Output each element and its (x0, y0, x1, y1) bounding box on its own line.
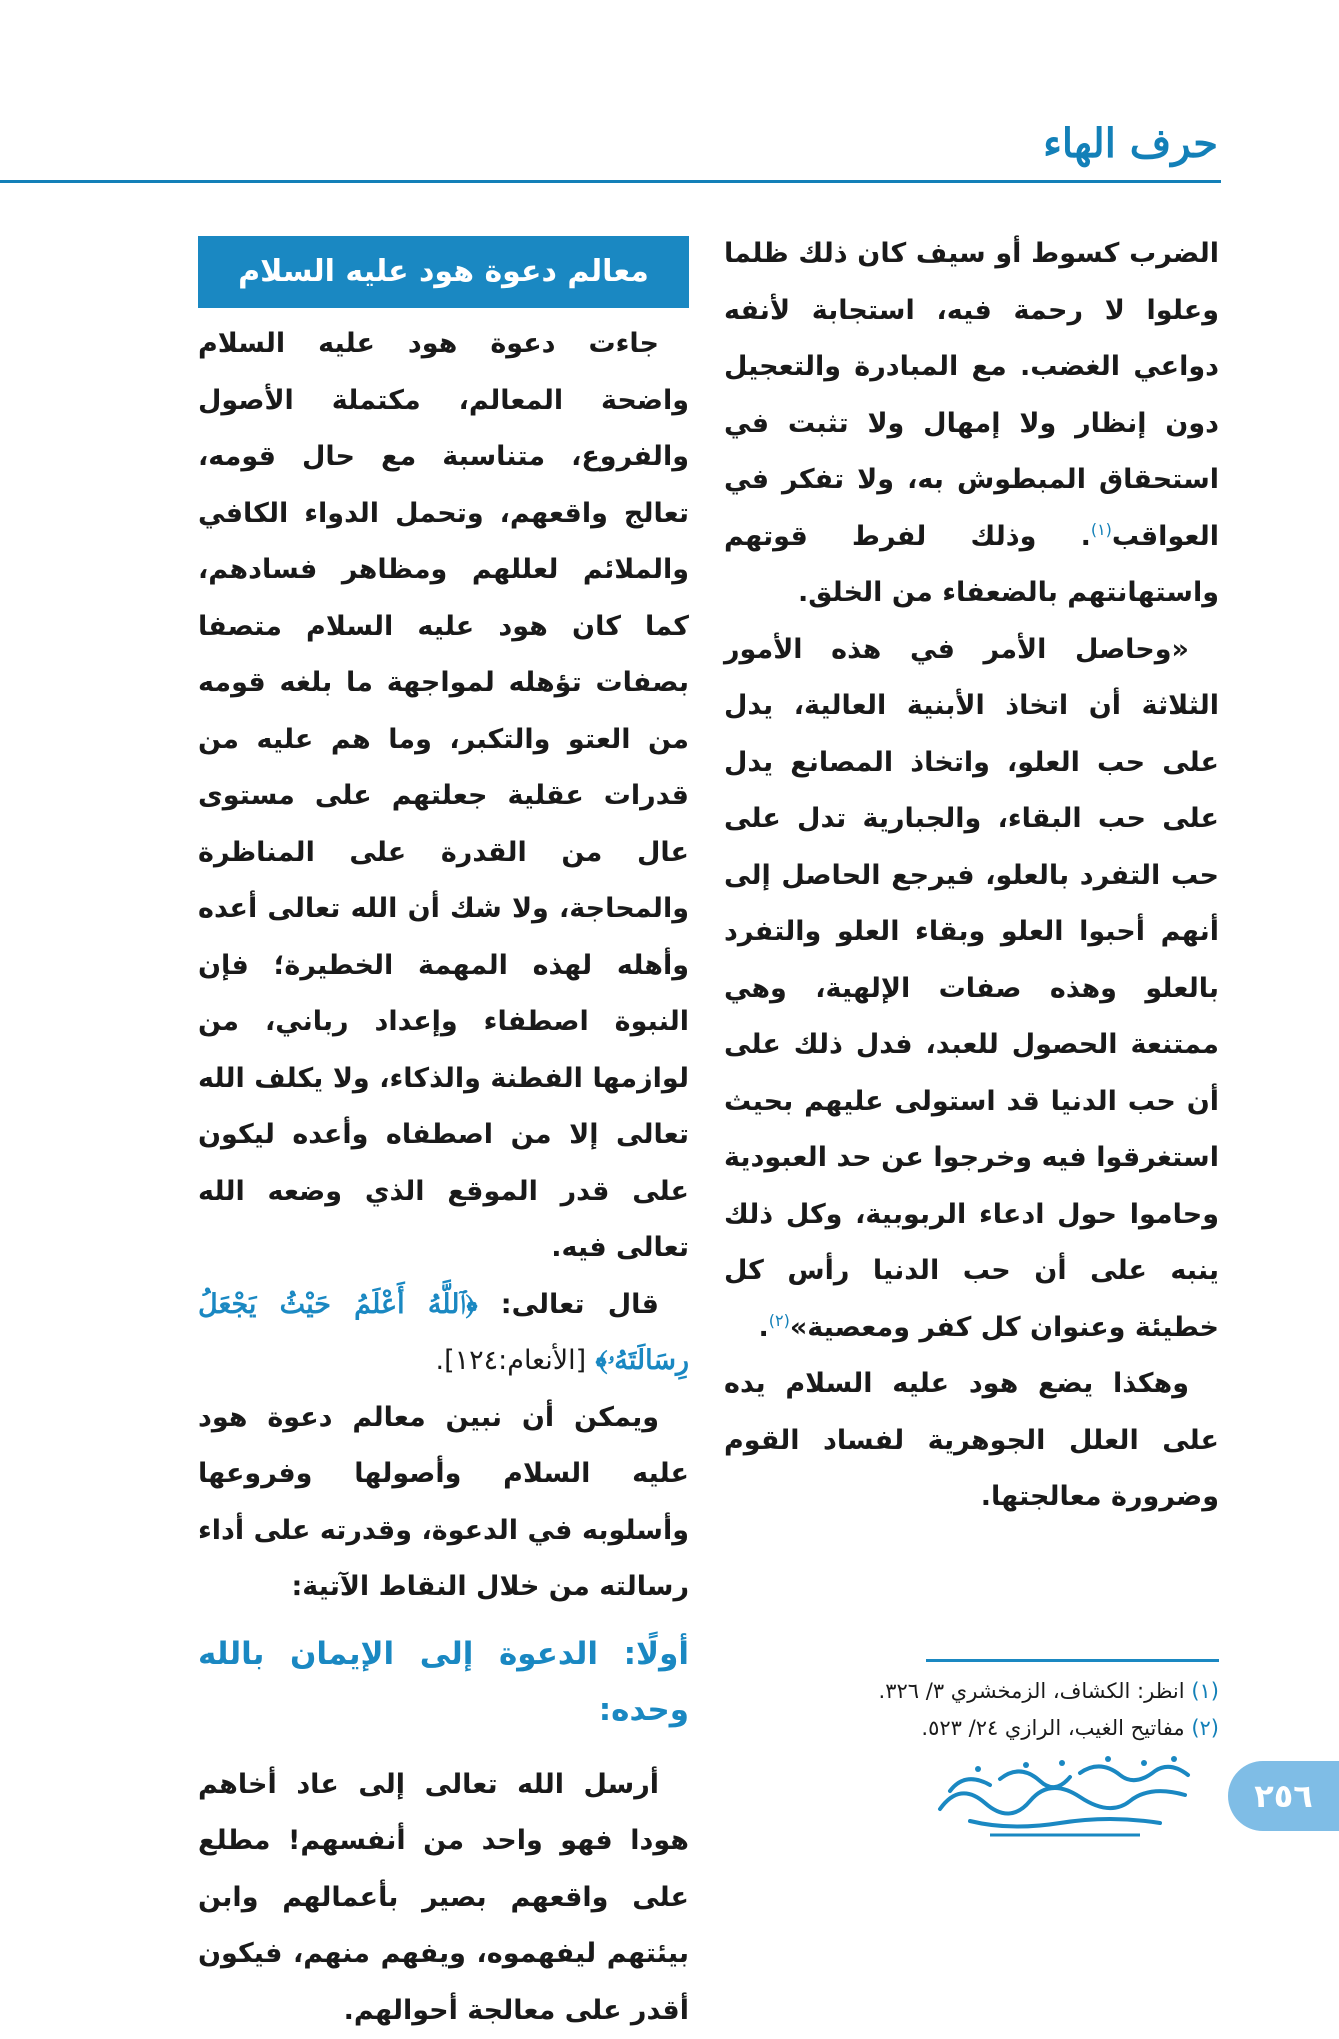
left-column (198, 236, 689, 2039)
footnote-text: انظر: الكشاف، الزمخشري ٣/ ٣٢٦. (879, 1679, 1185, 1703)
footnote-1 (879, 1673, 1219, 1710)
footnote-ref-2[interactable]: (٢) (769, 1311, 790, 1330)
right-paragraph-3: وهكذا يضع هود عليه السلام يده على العلل الجوهرية لفساد القوم وضرورة معالجتها. (724, 1356, 1219, 1526)
left-paragraph-2: ويمكن أن نبين معالم دعوة هود عليه السلام وأصولها وفروعها وأسلوبه في الدعوة، وقدرته على أداء رسالته من خلال النقاط الآتية: (198, 1390, 689, 1616)
quran-quote (198, 1277, 689, 1390)
section-heading: معالم دعوة هود عليه السلام (198, 236, 689, 308)
right-paragraph-2: «وحاصل الأمر في هذه الأمور الثلاثة أن اتخاذ الأبنية العالية، يدل على حب العلو، واتخاذ المصانع يدل على حب البقاء، والجبارية تدل على حب التفرد بالعلو، فيرجع الحاصل إلى أنهم أحبوا العلو وبقاء العلو والتفرد بالعلو وهذه صفات الإلهية، وهي ممتنعة الحصول للعبد، فدل ذلك على أن حب الدنيا قد استولى عليهم بحيث استغرقوا فيه وخرجوا عن حد العبودية وحاموا حول ادعاء الربوبية، وكل ذلك ينبه على أن حب الدنيا رأس كل خطيئة وعنوان كل كفر ومعصية»$^{(٢)}$. (724, 622, 1219, 1357)
encyclopedia-logo (930, 1751, 1200, 1841)
right-column (724, 226, 1219, 1526)
footnotes (879, 1673, 1219, 1747)
left-paragraph-3: أرسل الله تعالى إلى عاد أخاهم هودا فهو واحد من أنفسهم! مطلع على واقعهم بصير بأعمالهم وابن بيئتهم ليفهموه، ويفهم منهم، فيكون أقدر على معالجة أحوالهم. (198, 1757, 689, 2039)
footnote-number: (١) (1191, 1679, 1219, 1703)
footnote-2 (879, 1710, 1219, 1747)
quran-verse: ﴿ٱللَّهُ أَعْلَمُ حَيْثُ يَجْعَلُ رِسَالَتَهُۥ﴾ (198, 1289, 689, 1377)
right-paragraph-1: الضرب كسوط أو سيف كان ذلك ظلما وعلوا لا رحمة فيه، استجابة لأنفه دواعي الغضب. مع المبادرة والتعجيل دون إنظار ولا إمهال ولا تثبت في استحقاق المبطوش به، ولا تفكر في العواقب$^{(١)}$. وذلك لفرط قوتهم واستهانتهم بالضعفاء من الخلق. (724, 226, 1219, 622)
footnote-text: مفاتيح الغيب، الرازي ٢٤/ ٥٢٣. (921, 1716, 1184, 1740)
left-paragraph-1: جاءت دعوة هود عليه السلام واضحة المعالم، مكتملة الأصول والفروع، متناسبة مع حال قومه، تعالج واقعهم، وتحمل الدواء الكافي والملائم لعللهم ومظاهر فسادهم، كما كان هود عليه السلام متصفا بصفات تؤهله لمواجهة ما بلغه قومه من العتو والتكبر، وما هم عليه من قدرات عقلية جعلتهم على مستوى عال من القدرة على المناظرة والمحاجة، ولا شك أن الله تعالى أعده وأهله لهذه المهمة الخطيرة؛ فإن النبوة اصطفاء وإعداد رباني، من لوازمها الفطنة والذكاء، ولا يكلف الله تعالى إلا من اصطفاه وأعده ليكون على قدر الموقع الذي وضعه الله تعالى فيه. (198, 316, 689, 1277)
verse-reference: [الأنعام:١٢٤]. (435, 1345, 586, 1376)
quote-intro: قال تعالى: (501, 1289, 659, 1320)
page-number: ٢٥٦ (1228, 1761, 1339, 1831)
footnote-number: (٢) (1191, 1716, 1219, 1740)
sub-heading: أولًا: الدعوة إلى الإيمان بالله وحده: (198, 1626, 689, 1739)
logo-calligraphy-icon (930, 1751, 1200, 1841)
footnote-rule (926, 1659, 1219, 1662)
page-header-title: حرف الهاء (1043, 124, 1218, 164)
header-rule (0, 180, 1221, 183)
footnote-ref-1[interactable]: (١) (1091, 520, 1112, 539)
